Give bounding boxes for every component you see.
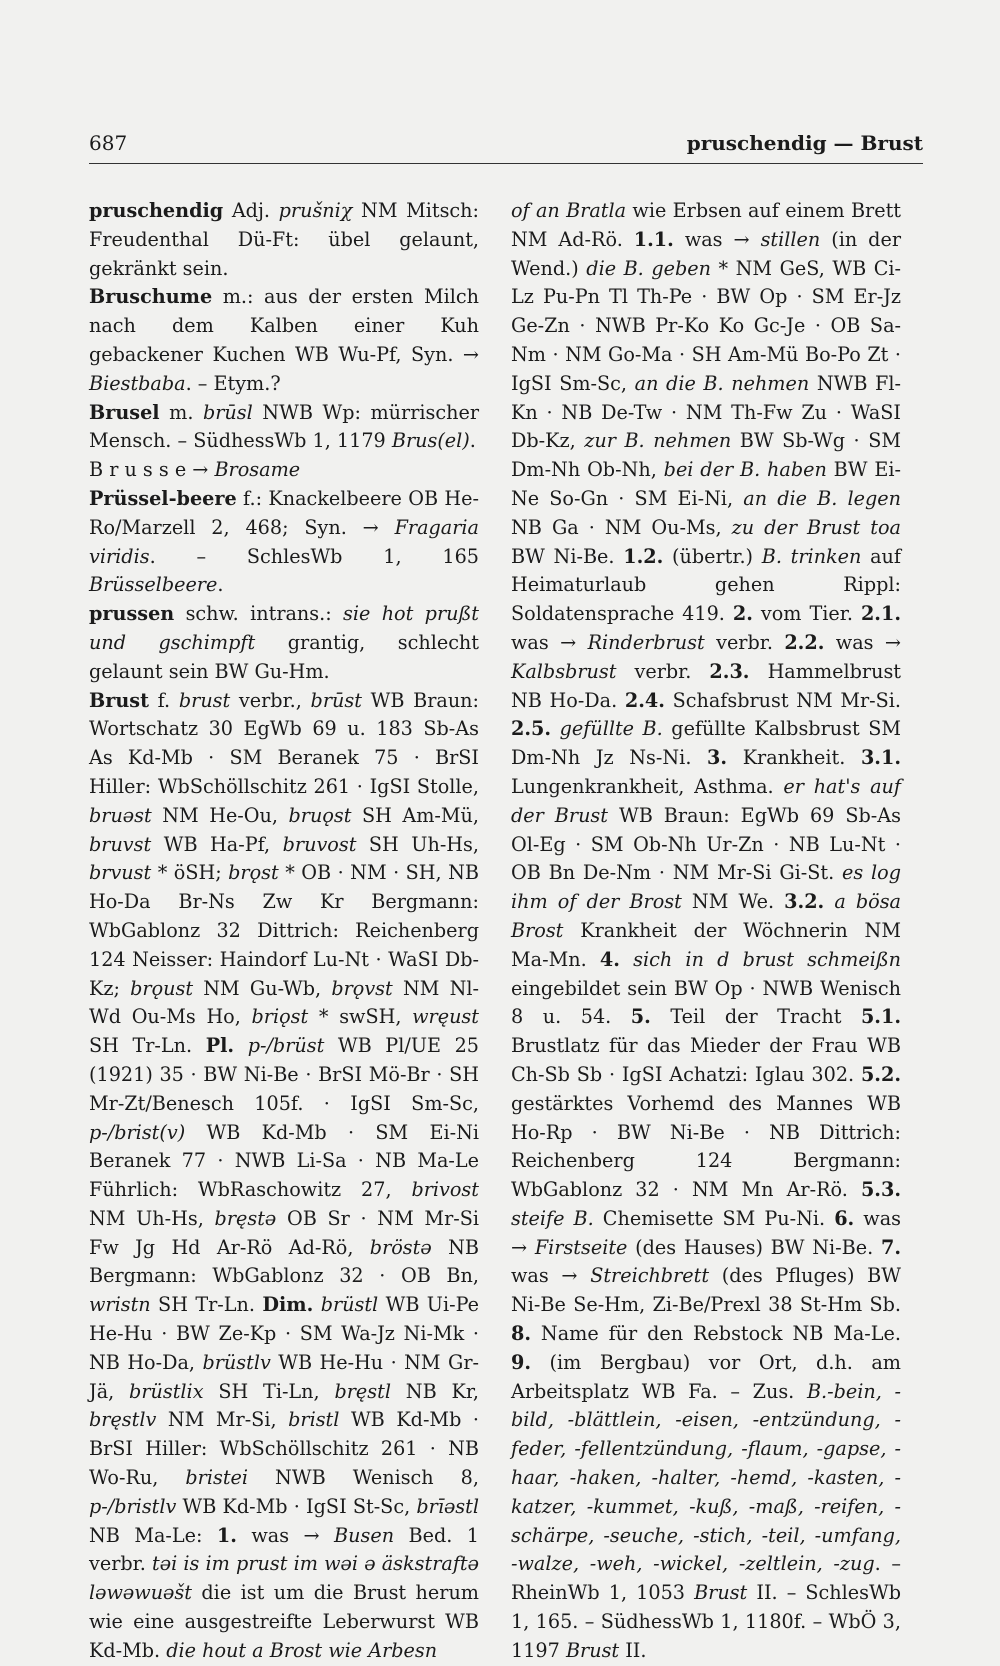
dictionary-entry: pruschendig Adj. prušniχ NM Mitsch: Freudenthal Dü-Ft: übel gelaunt, gekränkt sein. [89,199,480,280]
dictionary-entry: Bruschume m.: aus der ersten Milch nach dem Kalben einer Kuh gebackener Kuchen WB Wu-Pf, Syn. → Biestbaba. – Etym.? [89,285,479,395]
dictionary-entry: Brusel m. brūsl NWB Wp: mürrischer Mensch. – SüdhessWb 1, 1179 Brus(el). [89,400,479,453]
running-title: pruschendig — Brust [686,131,923,155]
header-rule [89,163,923,164]
dictionary-entry: B r u s s e → Brosame [89,458,301,482]
left-column [89,197,479,1666]
dictionary-entry: prussen schw. intrans.: sie hot prußt und gschimpft grantig, schlecht gelaunt sein BW Gu-Hm. [89,602,480,683]
dictionary-entry: Prüssel-beere f.: Knackelbeere OB He-Ro/Marzell 2, 468; Syn. → Fragaria viridis. – SchlesWb 1, 165 Brüsselbeere. [89,486,479,597]
right-column [511,197,901,1666]
dictionary-entry: of an Bratla wie Erbsen auf einem Brett NM Ad-Rö. 1.1. was → stillen (in der Wend.) die B. geben * NM GeS, WB Ci-Lz Pu-Pn Tl Th-Pe · BW Op · SM Er-Jz Ge-Zn · NWB Pr-Ko Ko Gc-Je · OB Sa-Nm · NM Go-Ma · SH Am-Mü Bo-Po Zt · IgSI Sm-Sc, an die B. nehmen NWB Fl-Kn · NB De-Tw · NM Th-Fw Zu · WaSI Db-Kz, zur B. nehmen BW Sb-Wg · SM Dm-Nh Ob-Nh, bei der B. haben BW Ei-Ne So-Gn · SM Ei-Ni, an die B. legen NB Ga · NM Ou-Ms, zu der Brust toa BW Ni-Be. 1.2. (übertr.) B. trinken auf Heimaturlaub gehen Rippl: Soldatensprache 419. 2. vom Tier. 2.1. was → Rinderbrust verbr. 2.2. was → Kalbsbrust verbr. 2.3. Hammelbrust NB Ho-Da. 2.4. Schafsbrust NM Mr-Si. 2.5. gefüllte B. gefüllte Kalbsbrust SM Dm-Nh Jz Ns-Ni. 3. Krankheit. 3.1. Lungenkrankheit, Asthma. er hat's auf der Brust WB Braun: EgWb 69 Sb-As Ol-Eg · SM Ob-Nh Ur-Zn · NB Lu-Nt · OB Bn De-Nm · NM Mr-Si Gi-St. es log ihm of der Brost NM We. 3.2. a bösa Brost Krankheit der Wöchnerin NM Ma-Mn. 4. sich in d brust schmeißn eingebildet sein BW Op · NWB Wenisch 8 u. 54. 5. Teil der Tracht 5.1. Brustlatz für das Mieder der Frau WB Ch-Sb Sb · IgSI Achatzi: Iglau 302. 5.2. gestärktes Vorhemd des Mannes WB Ho-Rp · BW Ni-Be · NB Dittrich: Reichenberg 124 Bergmann: WbGablonz 32 · NM Mn Ar-Rö. 5.3. steife B. Chemisette SM Pu-Ni. 6. was → Firstseite (des Hauses) BW Ni-Be. 7. was → Streichbrett (des Pfluges) BW Ni-Be Se-Hm, Zi-Be/Prexl 38 St-Hm Sb. 8. Name für den Rebstock NB Ma-Le. 9. (im Bergbau) vor Ort, d.h. am Arbeitsplatz WB Fa. – Zus. B.-bein, -bild, -blättlein, -eisen, -entzündung, -feder, -fellentzündung, -flaum, -gapse, -haar, -haken, -halter, -hemd, -kasten, -katzer, -kummet, -kuß, -maß, -reifen, -schärpe, -seuche, -stich, -teil, -umfang, -walze, -weh, -wickel, -zeltlein, -zug. – RheinWb 1, 1053 Brust II. – SchlesWb 1, 165. – SüdhessWb 1, 1180f. – WbÖ 3, 1197 Brust II. [511,199,902,1662]
dictionary-entry: Brust f. brust verbr., brūst WB Braun: Wortschatz 30 EgWb 69 u. 183 Sb-As As Kd-Mb · SM Beranek 75 · BrSI Hiller: WbSchöllschitz 261 · IgSI Stolle, bruəst NM He-Ou, bruǫst SH Am-Mü, bruvst WB Ha-Pf, bruvost SH Uh-Hs, brvust * öSH; brǫst * OB · NM · SH, NB Ho-Da Br-Ns Zw Kr Bergmann: WbGablonz 32 Dittrich: Reichenberg 124 Neisser: Haindorf Lu-Nt · WaSI Db-Kz; brǫust NM Gu-Wb, brǫvst NM Nl-Wd Ou-Ms Ho, briǫst * swSH, wręust SH Tr-Ln. Pl. p-/brüst WB Pl/UE 25 (1921) 35 · BW Ni-Be · BrSI Mö-Br · SH Mr-Zt/Benesch 105f. · IgSI Sm-Sc, p-/brist(v) WB Kd-Mb · SM Ei-Ni Beranek 77 · NWB Li-Sa · NB Ma-Le Führlich: WbRaschowitz 27, brivost NM Uh-Hs, bręstə OB Sr · NM Mr-Si Fw Jg Hd Ar-Rö Ad-Rö, bröstə NB Bergmann: WbGablonz 32 · OB Bn, wristn SH Tr-Ln. Dim. brüstl WB Ui-Pe He-Hu · BW Ze-Kp · SM Wa-Jz Ni-Mk · NB Ho-Da, brüstlv WB He-Hu · NM Gr-Jä, brüstlix SH Ti-Ln, bręstl NB Kr, bręstlv NM Mr-Si, bristl WB Kd-Mb · BrSI Hiller: WbSchöllschitz 261 · NB Wo-Ru, bristei NWB Wenisch 8, p-/bristlv WB Kd-Mb · IgSI St-Sc, brīəstl NB Ma-Le: 1. was → Busen Bed. 1 verbr. təi is im prust im wəi ə äskstraftə ləwəwuəšt die ist um die Brust herum wie eine ausgestreifte Leberwurst WB Kd-Mb. die hout a Brost wie Arbesn [89,688,480,1662]
page-number: 687 [89,131,128,155]
running-header [89,131,923,165]
